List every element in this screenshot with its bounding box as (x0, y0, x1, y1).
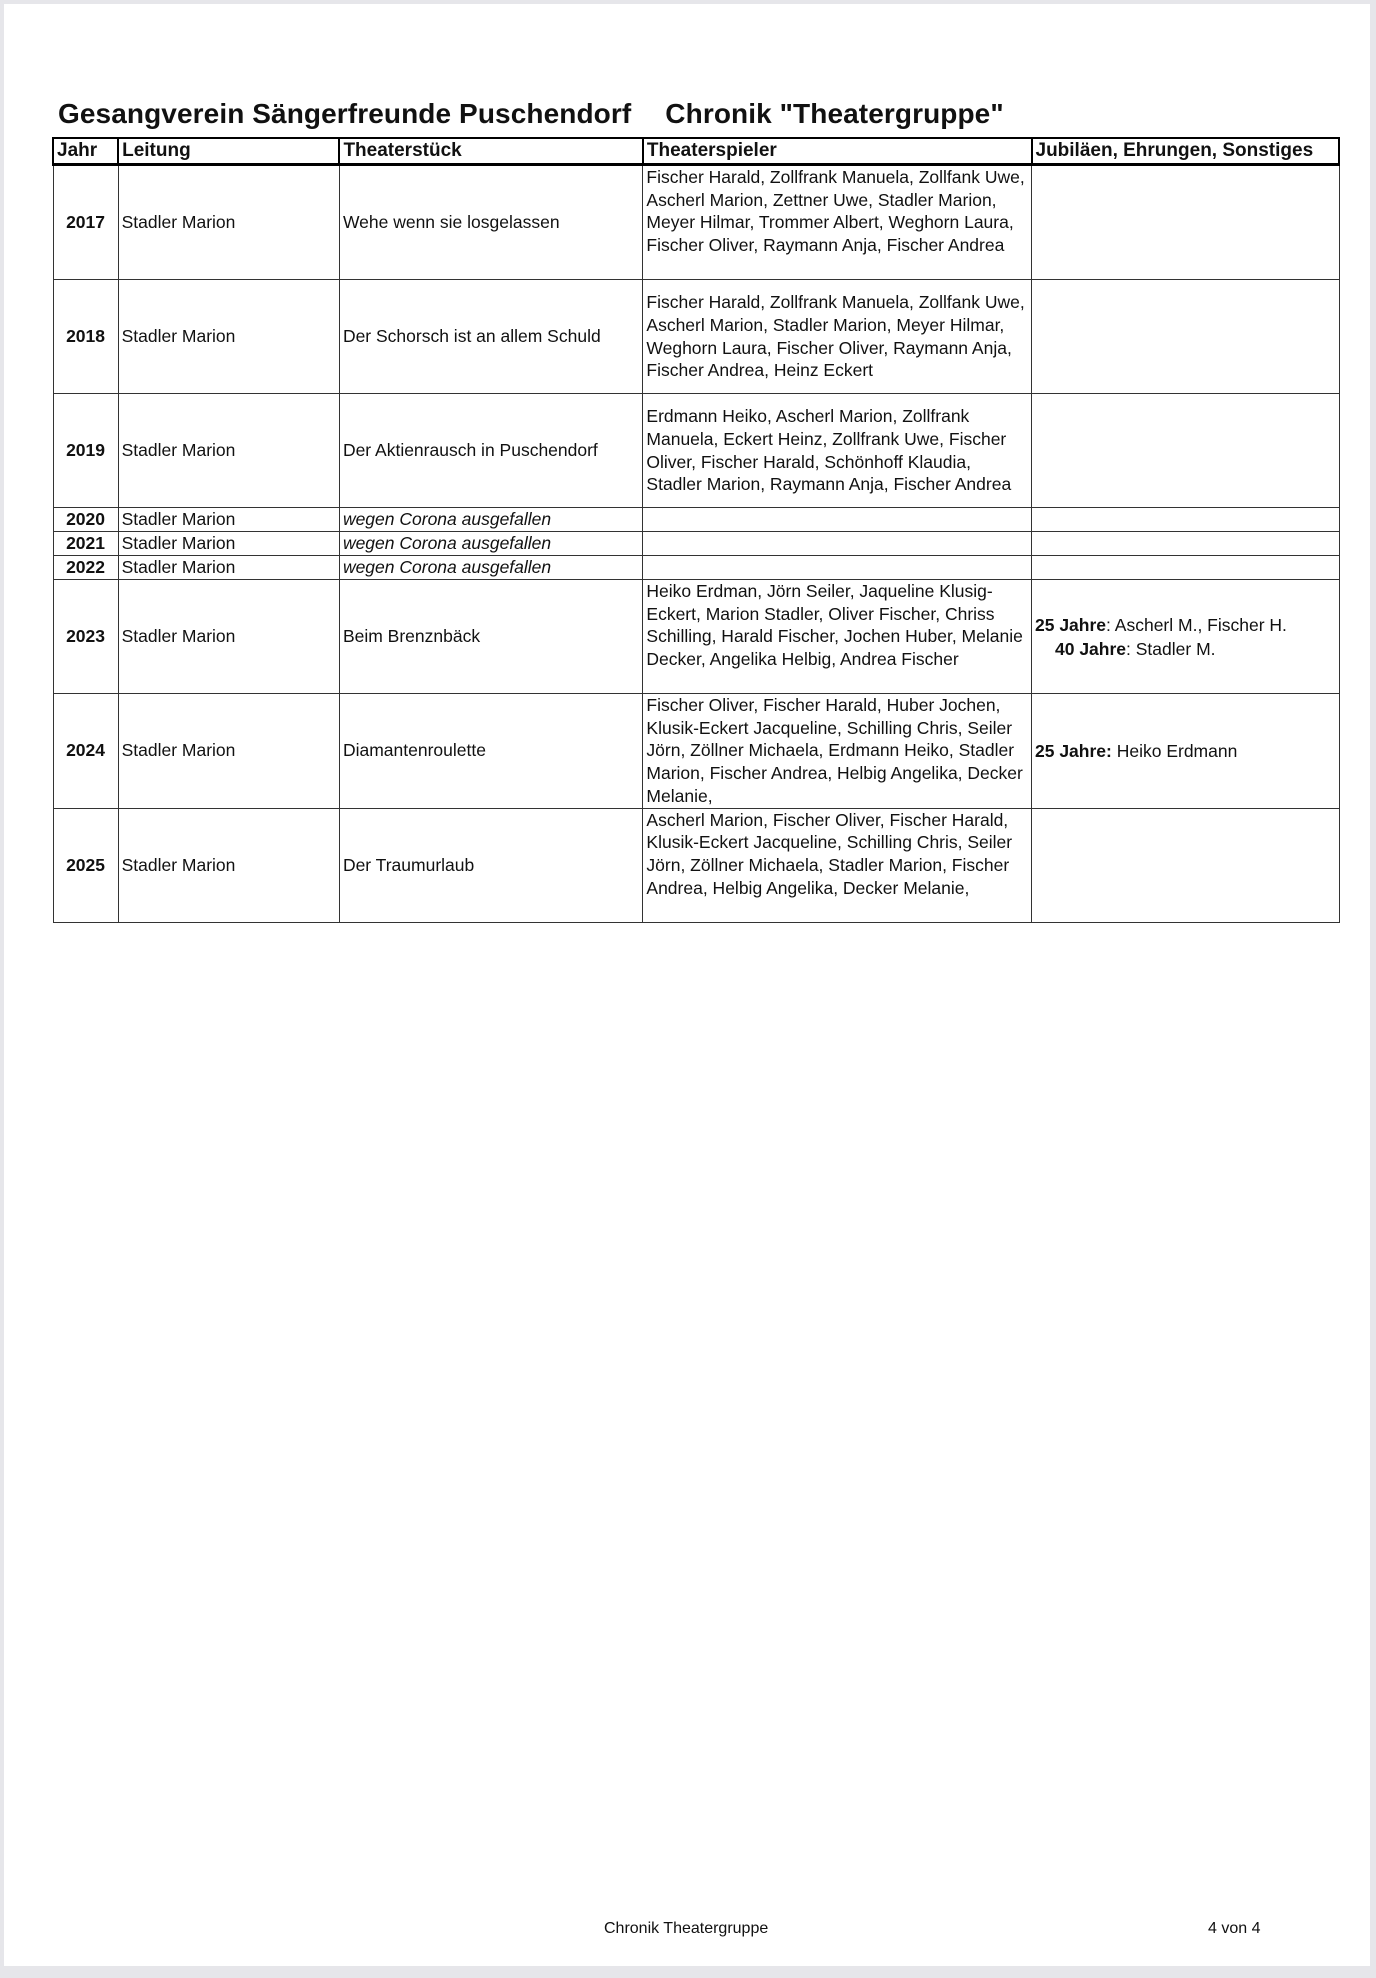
players-cell: Heiko Erdman, Jörn Seiler, Jaqueline Klusig-Eckert, Marion Stadler, Oliver Fischer, Chriss Schilling, Harald Fischer, Jochen Huber, Melanie Decker, Angelika Helbig, Andrea Fischer (643, 580, 1032, 694)
play-cell: Der Schorsch ist an allem Schuld (339, 280, 642, 394)
play-cell: Der Aktienrausch in Puschendorf (339, 394, 642, 508)
lead-cell: Stadler Marion (118, 694, 339, 809)
players-cell: Fischer Harald, Zollfrank Manuela, Zollfank Uwe, Ascherl Marion, Zettner Uwe, Stadler Marion, Meyer Hilmar, Trommer Albert, Weghorn Laura, Fischer Oliver, Raymann Anja, Fischer Andrea (643, 165, 1032, 280)
honor-label: 25 Jahre (1035, 614, 1107, 635)
title-club: Gesangverein Sängerfreunde Puschendorf (58, 98, 632, 129)
play-cell: Beim Brenznbäck (339, 580, 642, 694)
table-row (53, 556, 1339, 580)
play-cell: Wehe wenn sie losgelassen (339, 165, 642, 280)
play-cell: Der Traumurlaub (339, 808, 642, 922)
year-cell: 2018 (53, 280, 118, 394)
honors-cell (1032, 556, 1340, 580)
players-cell (643, 508, 1032, 532)
year-cell: 2017 (53, 165, 118, 280)
players-cell: Erdmann Heiko, Ascherl Marion, Zollfrank Manuela, Eckert Heinz, Zollfrank Uwe, Fischer Oliver, Fischer Harald, Schönhoff Klaudia, Stadler Marion, Raymann Anja, Fischer Andrea (643, 394, 1032, 508)
table-row (53, 165, 1339, 280)
year-cell: 2024 (53, 694, 118, 809)
lead-cell: Stadler Marion (118, 165, 339, 280)
honor-label: 25 Jahre: (1035, 740, 1112, 761)
lead-cell: Stadler Marion (118, 808, 339, 922)
honors-cell (1032, 280, 1340, 394)
document-page (4, 4, 1370, 1966)
honors-cell (1032, 394, 1340, 508)
year-cell: 2021 (53, 532, 118, 556)
honor-text: : Ascherl M., Fischer H. (1106, 614, 1287, 635)
year-cell: 2019 (53, 394, 118, 508)
lead-cell: Stadler Marion (118, 280, 339, 394)
honors-cell (1032, 165, 1340, 280)
honor-text: Heiko Erdmann (1111, 740, 1238, 761)
honors-cell (1032, 694, 1340, 809)
table-row (53, 280, 1339, 394)
players-cell: Ascherl Marion, Fischer Oliver, Fischer Harald, Klusik-Eckert Jacqueline, Schilling Chris, Seiler Jörn, Zöllner Michaela, Stadler Marion, Fischer Andrea, Helbig Angelika, Decker Melanie, (643, 808, 1032, 922)
lead-cell: Stadler Marion (118, 532, 339, 556)
chronicle-table (52, 137, 1340, 923)
honors-cell (1032, 580, 1340, 694)
honor-text: : Stadler M. (1126, 638, 1216, 659)
title-chronicle: Chronik "Theatergruppe" (665, 98, 1004, 129)
table-header-row (53, 138, 1339, 165)
play-cell: wegen Corona ausgefallen (339, 556, 642, 580)
lead-cell: Stadler Marion (118, 580, 339, 694)
play-cell: Diamantenroulette (339, 694, 642, 809)
table-row (53, 580, 1339, 694)
table-row (53, 694, 1339, 809)
page-title (58, 98, 1004, 130)
players-cell (643, 532, 1032, 556)
footer-page-number: 4 von 4 (1208, 1920, 1261, 1937)
year-cell: 2022 (53, 556, 118, 580)
header-lead: Leitung (118, 138, 339, 165)
honors-cell (1032, 532, 1340, 556)
year-cell: 2025 (53, 808, 118, 922)
header-honors: Jubiläen, Ehrungen, Sonstiges (1032, 138, 1340, 165)
players-cell: Fischer Oliver, Fischer Harald, Huber Jochen, Klusik-Eckert Jacqueline, Schilling Chris, Seiler Jörn, Zöllner Michaela, Erdmann Heiko, Stadler Marion, Fischer Andrea, Helbig Angelika, Decker Melanie, (643, 694, 1032, 809)
table-row (53, 508, 1339, 532)
lead-cell: Stadler Marion (118, 556, 339, 580)
honor-line (1035, 739, 1336, 763)
lead-cell: Stadler Marion (118, 394, 339, 508)
play-cell: wegen Corona ausgefallen (339, 532, 642, 556)
table-row (53, 394, 1339, 508)
header-play: Theaterstück (339, 138, 642, 165)
honor-line (1035, 637, 1336, 661)
honor-label: 40 Jahre (1055, 638, 1127, 659)
footer-title: Chronik Theatergruppe (604, 1920, 769, 1937)
lead-cell: Stadler Marion (118, 508, 339, 532)
honors-cell (1032, 808, 1340, 922)
players-cell: Fischer Harald, Zollfrank Manuela, Zollfank Uwe, Ascherl Marion, Stadler Marion, Meyer Hilmar, Weghorn Laura, Fischer Oliver, Raymann Anja, Fischer Andrea, Heinz Eckert (643, 280, 1032, 394)
players-cell (643, 556, 1032, 580)
header-year: Jahr (53, 138, 118, 165)
header-players: Theaterspieler (643, 138, 1032, 165)
honors-cell (1032, 508, 1340, 532)
play-cell: wegen Corona ausgefallen (339, 508, 642, 532)
honor-line (1035, 613, 1336, 637)
year-cell: 2023 (53, 580, 118, 694)
table-row (53, 532, 1339, 556)
year-cell: 2020 (53, 508, 118, 532)
table-row (53, 808, 1339, 922)
